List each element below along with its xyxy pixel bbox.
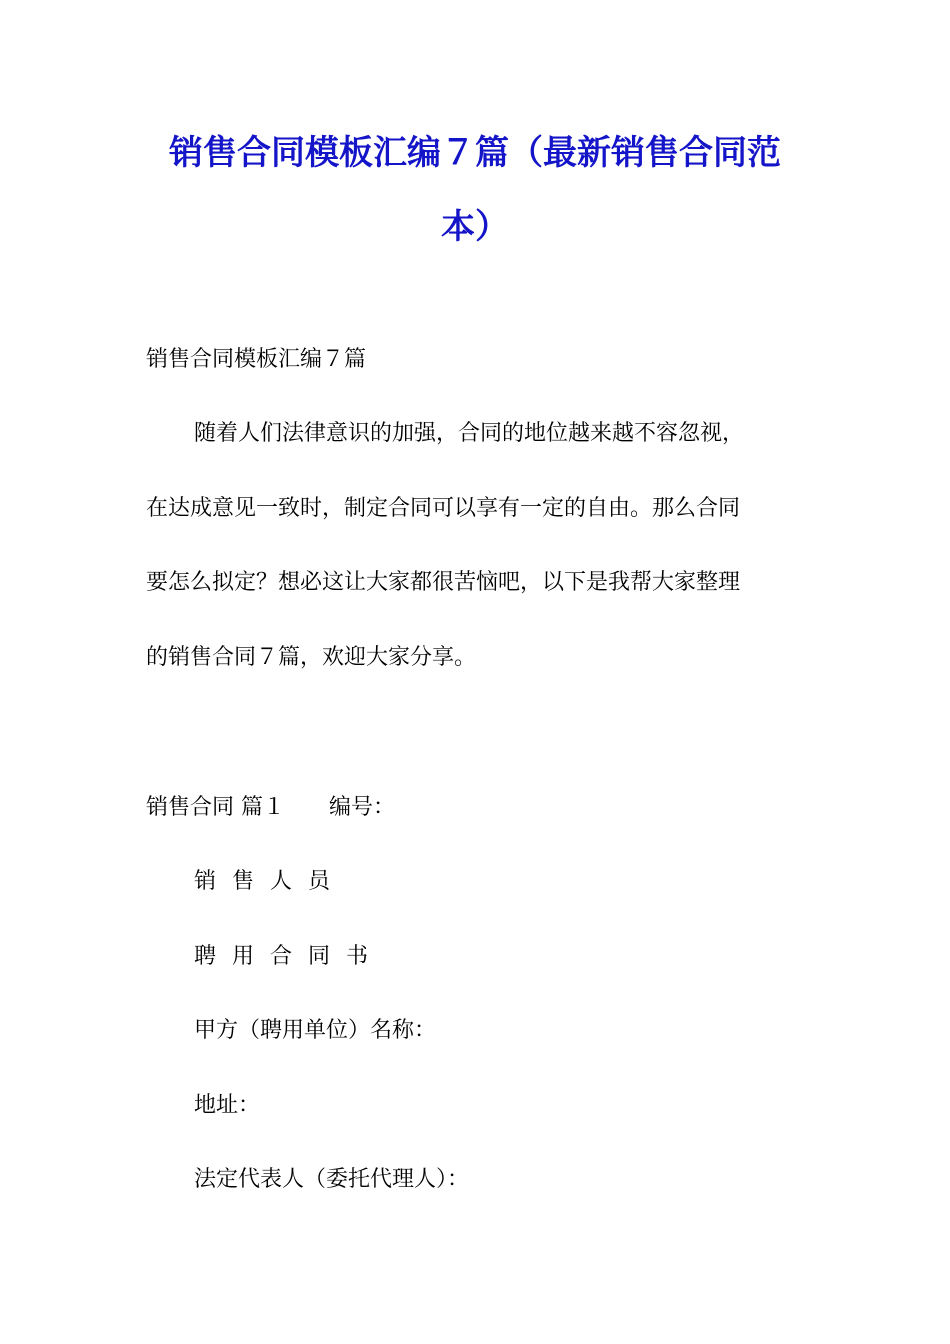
intro-line-2: 在达成意见一致时，制定合同可以享有一定的自由。那么合同 — [146, 496, 741, 521]
intro-line-4: 的销售合同７篇，欢迎大家分享。 — [146, 645, 477, 670]
contract-title-line-2: 聘用合同书 — [194, 944, 385, 969]
document-title-line-2: 本） — [441, 207, 509, 247]
intro-line-1: 随着人们法律意识的加强，合同的地位越来越不容忽视， — [194, 421, 745, 446]
serial-number-label: 编号： — [329, 795, 396, 820]
subtitle: 销售合同模板汇编７篇 — [146, 347, 367, 372]
section-heading-row — [146, 793, 395, 823]
intro-line-3: 要怎么拟定？想必这让大家都很苦恼吧，以下是我帮大家整理 — [146, 570, 741, 595]
field-address: 地址： — [194, 1093, 261, 1118]
document-title-line-1: 销售合同模板汇编７篇（最新销售合同范 — [169, 133, 781, 173]
section-heading: 销售合同 篇１ — [146, 795, 285, 820]
field-party-a-name: 甲方（聘用单位）名称： — [194, 1018, 437, 1043]
contract-title-line-1: 销售人员 — [194, 869, 347, 894]
field-legal-representative: 法定代表人（委托代理人）： — [194, 1167, 470, 1192]
